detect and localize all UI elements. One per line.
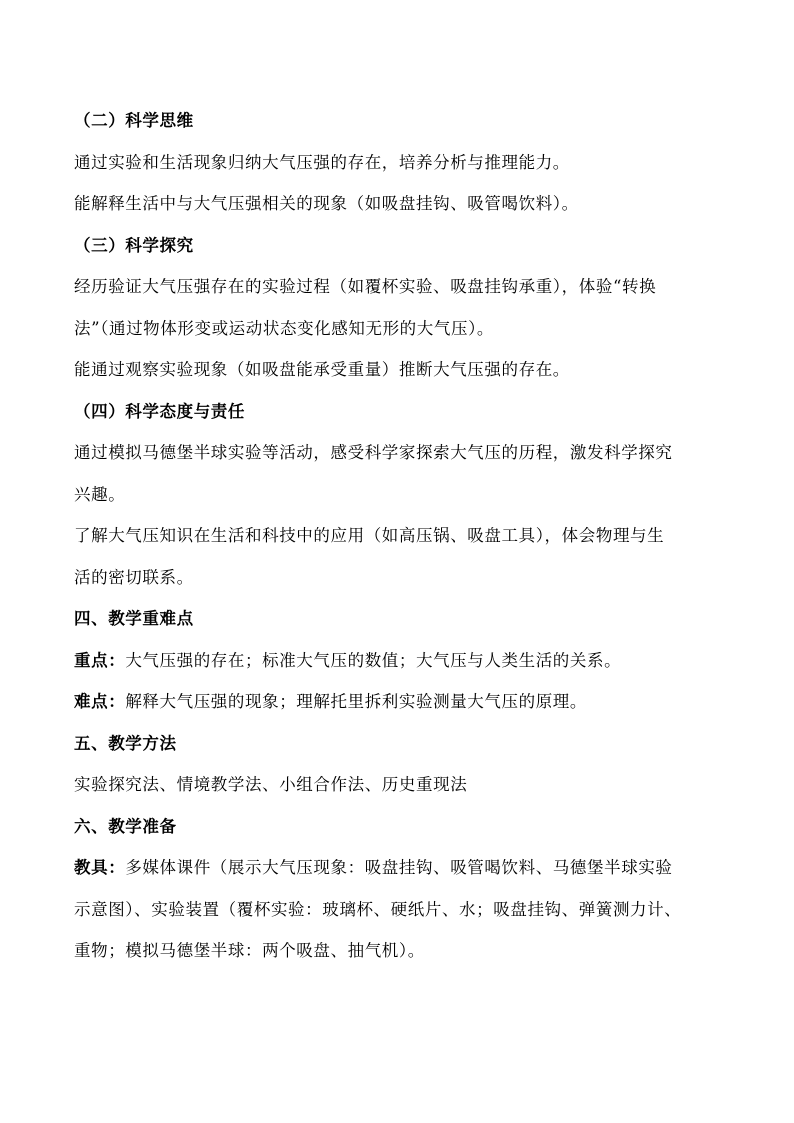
key-points-label: 重点： [74, 650, 126, 670]
paragraph: 能通过观察实验现象（如吸盘能承受重量）推断大气压强的存在。 [74, 360, 570, 379]
difficult-points-text: 解释大气压强的现象；理解托里拆利实验测量大气压的原理。 [125, 692, 588, 711]
section-heading-teaching-methods: 五、教学方法 [74, 733, 177, 753]
section-heading-attitude-responsibility: （四）科学态度与责任 [74, 401, 245, 421]
paragraph: 经历验证大气压强存在的实验过程（如覆杯实验、吸盘挂钩承重），体验“转换 [74, 277, 657, 296]
tools-text: 多媒体课件（展示大气压现象：吸盘挂钩、吸管喝饮料、马德堡半球实验 [125, 858, 673, 877]
paragraph-key-points [74, 640, 724, 682]
section-heading-scientific-thinking: （二）科学思维 [74, 111, 194, 130]
paragraph: 通过模拟马德堡半球实验等活动，感受科学家探索大气压的历程，激发科学探究 [74, 443, 673, 462]
section-heading-scientific-inquiry: （三）科学探究 [74, 235, 194, 255]
paragraph: 活的密切联系。 [74, 567, 194, 587]
difficult-points-label: 难点： [74, 692, 126, 711]
paragraph-difficult-points [74, 681, 724, 723]
paragraph: 实验探究法、情境教学法、小组合作法、历史重现法 [74, 775, 468, 794]
paragraph: 能解释生活中与大气压强相关的现象（如吸盘挂钩、吸管喝饮料）。 [74, 194, 579, 213]
key-points-text: 大气压强的存在；标准大气压的数值；大气压与人类生活的关系。 [125, 650, 622, 670]
paragraph: 了解大气压知识在生活和科技中的应用（如高压锅、吸盘工具），体会物理与生 [74, 526, 665, 545]
document-page [74, 100, 724, 972]
tools-label: 教具： [74, 858, 126, 877]
paragraph: 通过实验和生活现象归纳大气压强的存在，培养分析与推理能力。 [74, 152, 570, 172]
paragraph-tools [74, 847, 724, 889]
paragraph: 法”（通过物体形变或运动状态变化感知无形的大气压）。 [74, 318, 495, 338]
section-heading-teaching-preparation: 六、教学准备 [74, 816, 177, 836]
section-heading-key-difficult-points: 四、教学重难点 [74, 609, 194, 628]
paragraph: 重物；模拟马德堡半球：两个吸盘、抽气机）。 [74, 941, 425, 960]
paragraph: 兴趣。 [74, 484, 126, 504]
paragraph: 示意图）、实验装置（覆杯实验：玻璃杯、硬纸片、水；吸盘挂钩、弹簧测力计、 [74, 899, 682, 919]
